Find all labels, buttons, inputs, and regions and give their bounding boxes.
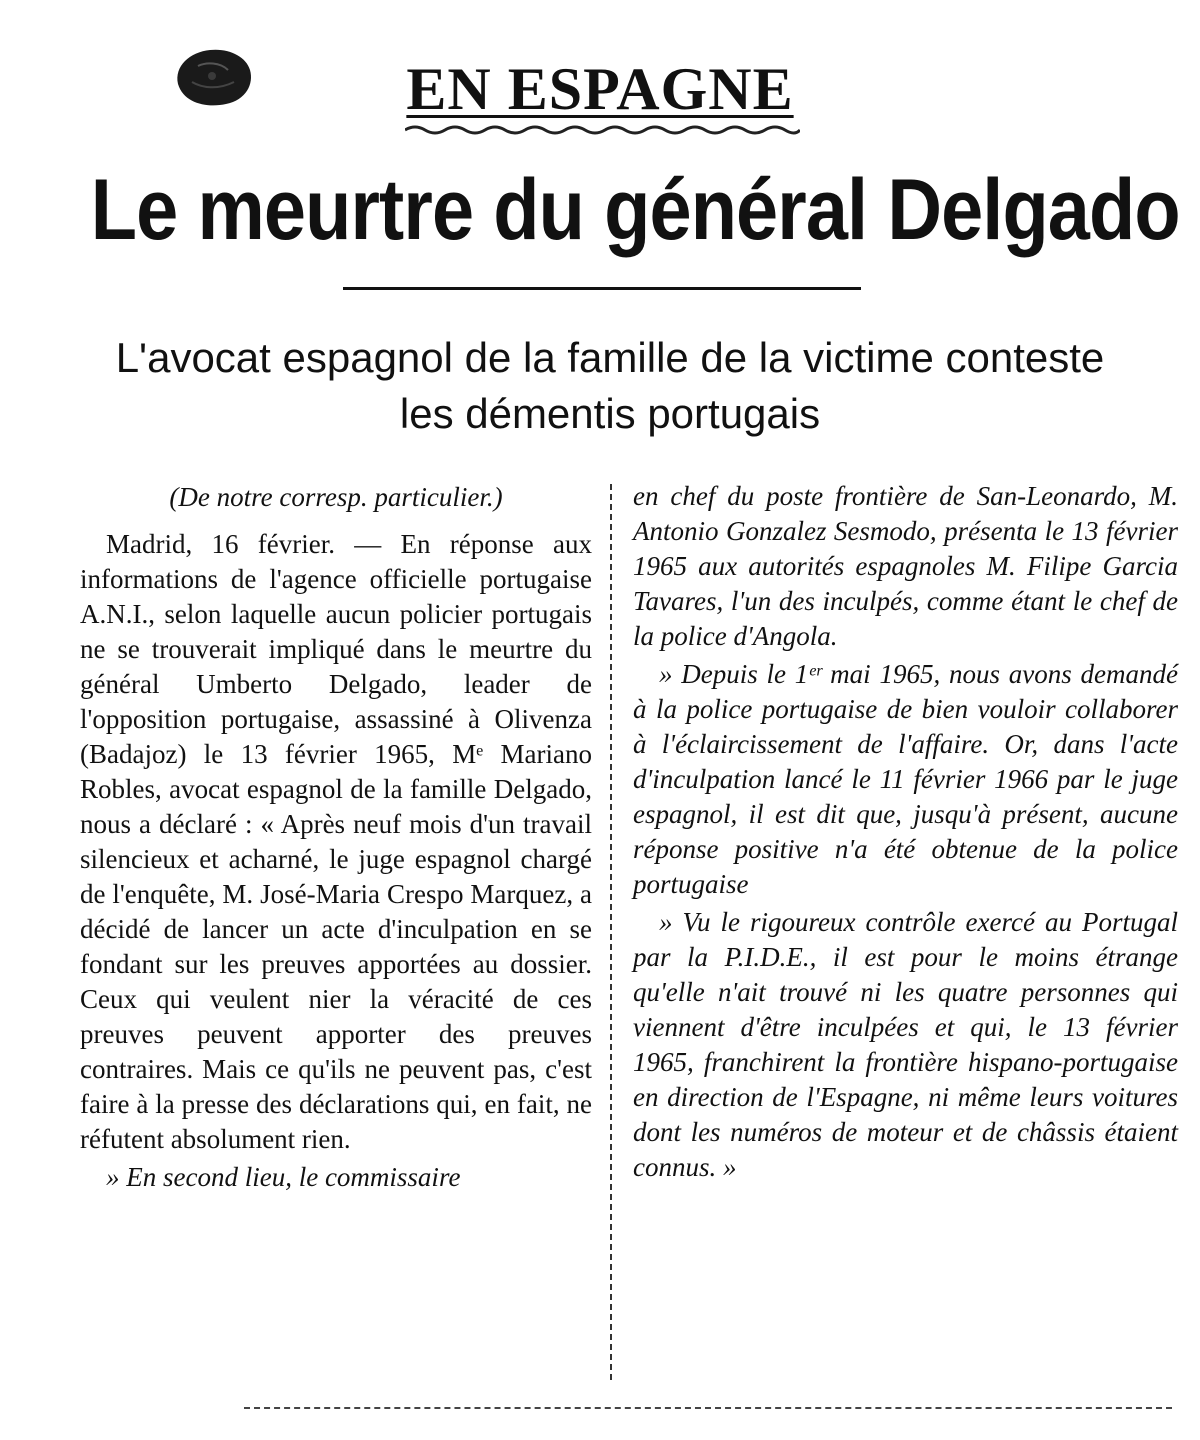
subheadline-line-2: les démentis portugais bbox=[399, 390, 821, 437]
subheadline-line-1: L'avocat espagnol de la famille de la victime conteste bbox=[115, 334, 1105, 381]
headline: Le meurtre du général Delgado bbox=[90, 162, 1180, 258]
bottom-rule bbox=[244, 1407, 1172, 1409]
ink-blot-mark bbox=[168, 44, 256, 110]
paragraph-3: » Depuis le 1ᵉʳ mai 1965, nous avons demandé à la police portugaise de bien vouloir collaborer à l'éclaircissement de l'affaire. Or, dans l'acte d'inculpation lancé le 11 février 1966 par le juge espagnol, il est dit que, jusqu'à présent, aucune réponse positive n'a été obtenue de la police portugaise bbox=[633, 659, 1178, 899]
article-column-left bbox=[80, 480, 592, 1198]
paragraph-2-start: » En second lieu, le commissaire bbox=[106, 1162, 461, 1192]
headline-rule bbox=[343, 287, 861, 290]
subheadline bbox=[40, 330, 1180, 442]
paragraph-4: » Vu le rigoureux contrôle exercé au Portugal par la P.I.D.E., il est pour le moins étrange qu'elle n'ait trouvé ni les quatre personnes qui viennent d'être inculpées et qui, le 13 février 1965, franchirent la frontière hispano-portugaise en direction de l'Espagne, ni même leurs voitures dont les numéros de moteur et de châssis étaient connus. » bbox=[633, 907, 1178, 1182]
paragraph-1 bbox=[80, 527, 592, 1157]
column-divider bbox=[610, 484, 612, 1380]
kicker-squiggle-rule bbox=[405, 122, 800, 138]
byline: (De notre corresp. particulier.) bbox=[169, 482, 503, 512]
dateline: Madrid, 16 février. — bbox=[106, 529, 382, 559]
paragraph-1-text: En réponse aux informations de l'agence officielle portugaise A.N.I., selon laquelle aucun policier portugais ne se trouverait impliqué dans le meurtre du général Umberto Delgado, leader de l'opposition portugaise, assassiné à Olivenza (Badajoz) le 13 février 1965, Mᵉ Mariano Robles, avocat espagnol de la famille Delgado, nous a déclaré : « Après neuf mois d'un travail silencieux et acharné, le juge espagnol chargé de l'enquête, M. José-Maria Crespo Marquez, a décidé de lancer un acte d'inculpation en se fondant sur les preuves apportées au dossier. Ceux qui veulent nier la véracité de ces preuves peuvent apporter des preuves contraires. Mais ce qu'ils ne peuvent pas, c'est faire à la presse des déclarations qui, en fait, ne réfutent absolument rien. bbox=[80, 529, 592, 1154]
section-kicker: EN ESPAGNE bbox=[406, 56, 794, 122]
paragraph-2-continued: en chef du poste frontière de San-Leonardo, M. Antonio Gonzalez Sesmodo, présenta le 13 février 1965 aux autorités espagnoles M. Filipe Garcia Tavares, l'un des inculpés, comme étant le chef de la police d'Angola. bbox=[633, 481, 1178, 651]
article-column-right bbox=[633, 479, 1178, 1188]
